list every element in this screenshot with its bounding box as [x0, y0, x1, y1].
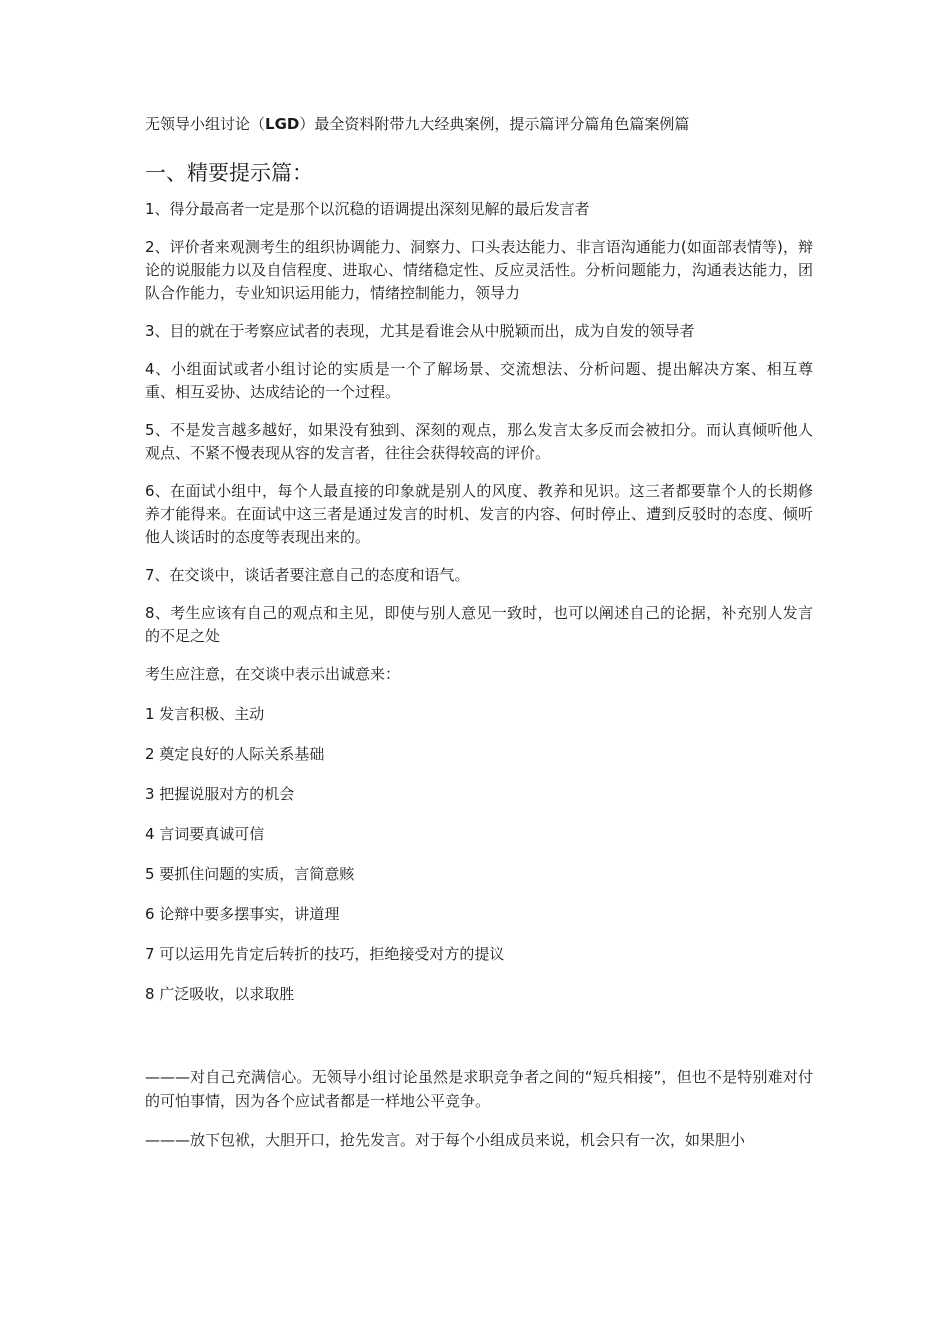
sincerity-item: 2 奠定良好的人际关系基础	[145, 745, 325, 763]
point-6: 6、在面试小组中，每个人最直接的印象就是别人的风度、教养和见识。这三者都要靠个人的长期修养才能得来。在面试中这三者是通过发言的时机、发言的内容、何时停止、遭到反驳时的态度、倾听他人谈话时的态度等表现出来的。	[145, 482, 813, 546]
title-prefix: 无领导小组讨论（	[145, 115, 266, 133]
sincerity-intro: 考生应注意，在交谈中表示出诚意来：	[145, 665, 401, 683]
sincerity-item: 4 言词要真诚可信	[145, 825, 265, 843]
point-2: 2、评价者来观测考生的组织协调能力、洞察力、口头表达能力、非言语沟通能力(如面部表情等)，辩论的说服能力以及自信程度、进取心、情绪稳定性、反应灵活性。分析问题能力，沟通表达能力，团队合作能力，专业知识运用能力，情绪控制能力，领导力	[145, 238, 813, 302]
document-page	[145, 112, 813, 1167]
point-4: 4、小组面试或者小组讨论的实质是一个了解场景、交流想法、分析问题、提出解决方案、相互尊重、相互妥协、达成结论的一个过程。	[145, 360, 813, 401]
dash-paragraph-speak-first: ———放下包袱，大胆开口，抢先发言。对于每个小组成员来说，机会只有一次，如果胆小	[145, 1131, 746, 1149]
title-bold-abbr: LGD	[265, 115, 300, 133]
sincerity-item: 3 把握说服对方的机会	[145, 785, 295, 803]
sincerity-item: 8 广泛吸收，以求取胜	[145, 985, 295, 1003]
point-3: 3、目的就在于考察应试者的表现，尤其是看谁会从中脱颖而出，成为自发的领导者	[145, 322, 695, 340]
spacer	[145, 1023, 813, 1065]
point-1: 1、得分最高者一定是那个以沉稳的语调提出深刻见解的最后发言者	[145, 200, 590, 218]
point-7: 7、在交谈中，谈话者要注意自己的态度和语气。	[145, 566, 470, 584]
title-suffix: ）最全资料附带九大经典案例，提示篇评分篇角色篇案例篇	[299, 115, 690, 133]
sincerity-item: 6 论辩中要多摆事实，讲道理	[145, 905, 340, 923]
section-heading: 一、精要提示篇：	[145, 161, 313, 185]
sincerity-item: 7 可以运用先肯定后转折的技巧，拒绝接受对方的提议	[145, 945, 505, 963]
sincerity-item: 5 要抓住问题的实质，言简意赅	[145, 865, 355, 883]
dash-paragraph-confidence: ———对自己充满信心。无领导小组讨论虽然是求职竞争者之间的“短兵相接”，但也不是特别难对付的可怕事情，因为各个应试者都是一样地公平竞争。	[145, 1068, 813, 1110]
document-title	[145, 112, 813, 136]
sincerity-item: 1 发言积极、主动	[145, 705, 265, 723]
point-8: 8、考生应该有自己的观点和主见，即使与别人意见一致时，也可以阐述自己的论据，补充别人发言的不足之处	[145, 604, 813, 645]
point-5: 5、不是发言越多越好，如果没有独到、深刻的观点，那么发言太多反而会被扣分。而认真倾听他人观点、不紧不慢表现从容的发言者，往往会获得较高的评价。	[145, 421, 813, 462]
